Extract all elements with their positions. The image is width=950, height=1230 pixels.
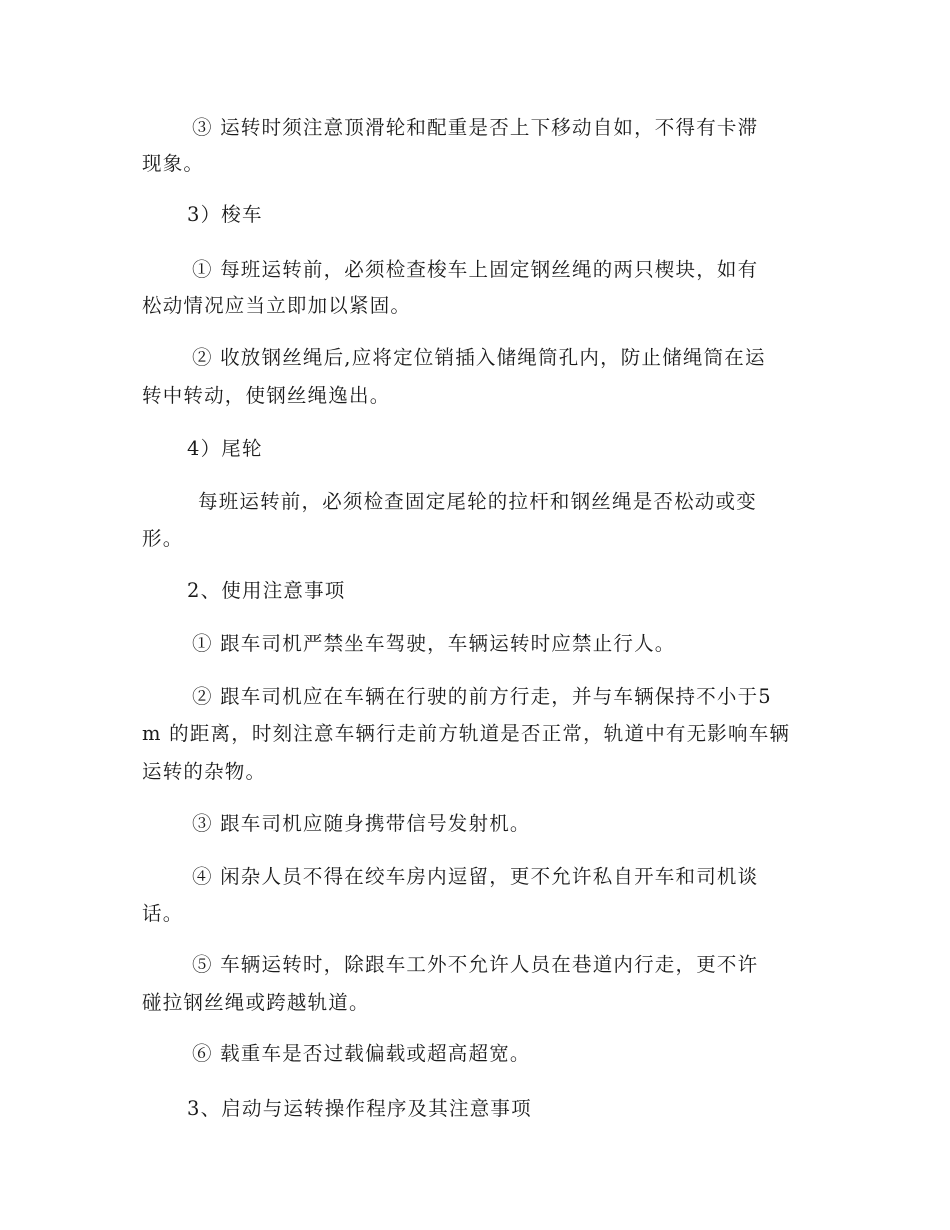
paragraph-line: ① 跟车司机严禁坐车驾驶，车辆运转时应禁止行人。 [192, 632, 676, 655]
paragraph-line: m 的距离，时刻注意车辆行走前方轨道是否正常，轨道中有无影响车辆 [142, 722, 791, 745]
paragraph-line: 每班运转前，必须检查固定尾轮的拉杆和钢丝绳是否松动或变 [198, 490, 757, 513]
paragraph-line: ⑤ 车辆运转时，除跟车工外不允许人员在巷道内行走，更不许 [192, 953, 759, 976]
paragraph-line: ① 每班运转前，必须检查梭车上固定钢丝绳的两只楔块，如有 [192, 258, 759, 281]
paragraph-line: ⑥ 载重车是否过载偏载或超高超宽。 [192, 1042, 531, 1065]
paragraph-line: ④ 闲杂人员不得在绞车房内逗留，更不允许私自开车和司机谈 [192, 865, 759, 888]
paragraph-line: ② 收放钢丝绳后,应将定位销插入储绳筒孔内，防止储绳筒在运 [192, 346, 766, 369]
paragraph-line: ③ 跟车司机应随身携带信号发射机。 [192, 812, 531, 835]
section-heading: 2、使用注意事项 [187, 579, 346, 602]
paragraph-line: ③ 运转时须注意顶滑轮和配重是否上下移动自如，不得有卡滞 [192, 116, 759, 139]
section-heading: 4）尾轮 [187, 437, 263, 460]
paragraph-line: ② 跟车司机应在车辆在行驶的前方行走，并与车辆保持不小于5 [192, 685, 772, 708]
paragraph-line: 松动情况应当立即加以紧固。 [142, 294, 412, 317]
paragraph-line: 现象。 [142, 152, 205, 175]
paragraph-line: 形。 [142, 527, 184, 550]
paragraph-line: 碰拉钢丝绳或跨越轨道。 [142, 991, 370, 1014]
section-heading: 3）梭车 [187, 203, 263, 226]
paragraph-line: 转中转动，使钢丝绳逸出。 [142, 384, 391, 407]
paragraph-line: 话。 [142, 902, 184, 925]
paragraph-line: 运转的杂物。 [142, 760, 267, 783]
section-heading: 3、启动与运转操作程序及其注意事项 [187, 1097, 532, 1120]
